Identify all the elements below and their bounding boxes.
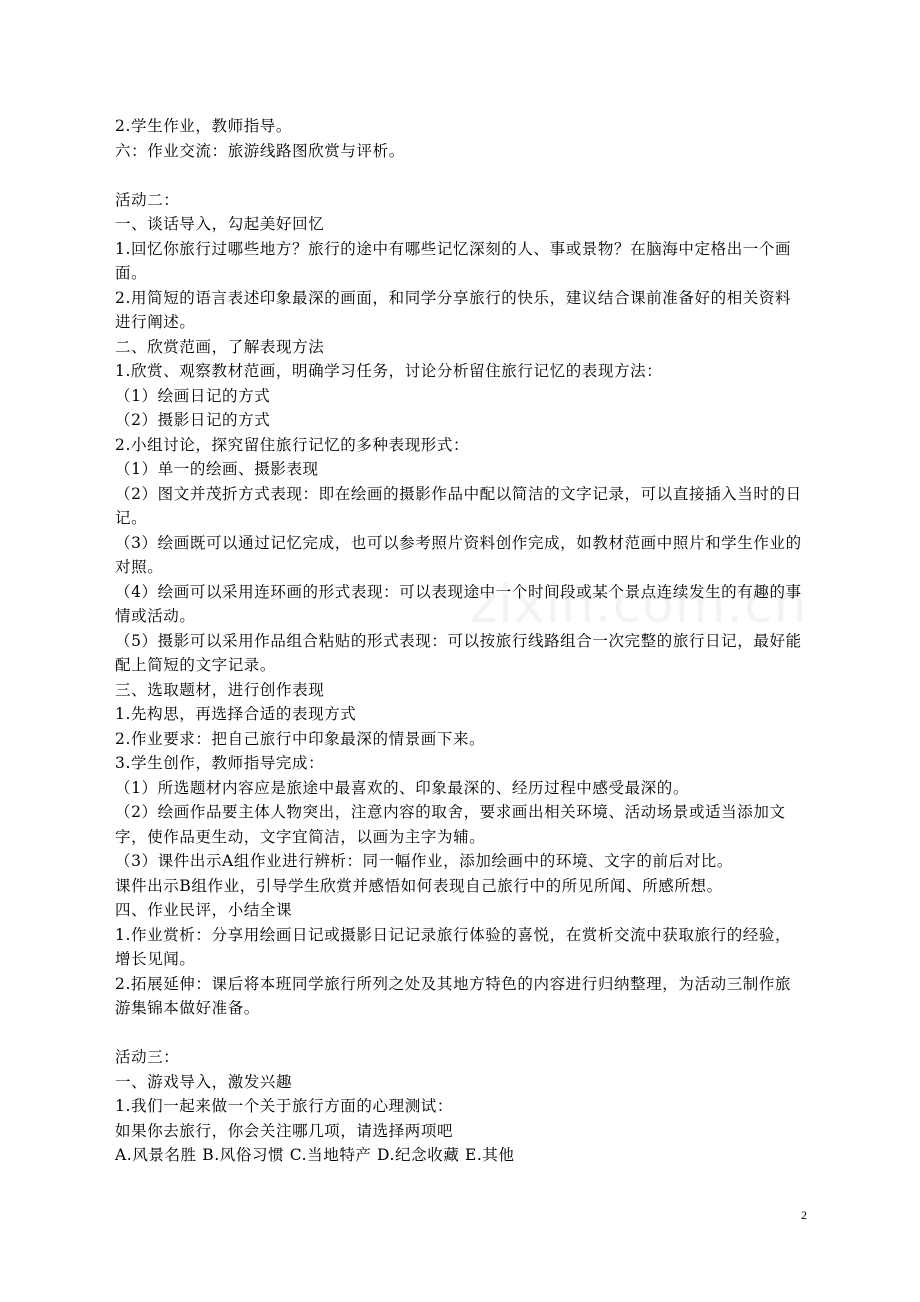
paragraph: A.风景名胜 B.风俗习惯 C.当地特产 D.纪念收藏 E.其他 [115, 1146, 515, 1164]
paragraph: 活动二： [115, 190, 180, 209]
paragraph: 1.先构思，再选择合适的表现方式 [115, 705, 357, 723]
paragraph: 2.用简短的语言表述印象最深的画面，和同学分享旅行的快乐，建议结合课前准备好的相关资料进行阐述。 [115, 288, 792, 331]
paragraph: 三、选取题材，进行创作表现 [115, 680, 325, 699]
paragraph: 一、谈话导入，勾起美好回忆 [115, 215, 325, 233]
paragraph: （3）绘画既可以通过记忆完成，也可以参考照片资料创作完成，如教材范画中照片和学生作业的对照。 [115, 533, 802, 576]
paragraph: 2.作业要求：把自己旅行中印象最深的情景画下来。 [115, 729, 486, 748]
paragraph: 六：作业交流：旅游线路图欣赏与评析。 [115, 141, 405, 160]
paragraph: （3）课件出示A组作业进行辨析：同一幅作业，添加绘画中的环境、文字的前后对比。 [115, 852, 733, 870]
paragraph: 如果你去旅行，你会关注哪几项，请选择两项吧 [115, 1121, 454, 1140]
paragraph: 1.我们一起来做一个关于旅行方面的心理测试： [115, 1097, 453, 1115]
paragraph: 2.拓展延伸：课后将本班同学旅行所列之处及其地方特色的内容进行归纳整理，为活动三制作旅游集锦本做好准备。 [115, 974, 792, 1017]
paragraph: （5）摄影可以采用作品组合粘贴的形式表现：可以按旅行线路组合一次完整的旅行日记，最好能配上简短的文字记录。 [115, 631, 802, 674]
paragraph: 课件出示B组作业，引导学生欣赏并感悟如何表现自己旅行中的所见所闻、所感所想。 [115, 876, 723, 895]
paragraph: 1.回忆你旅行过哪些地方？旅行的途中有哪些记忆深刻的人、事或景物？在脑海中定格出一个画面。 [115, 239, 792, 282]
paragraph: （1）单一的绘画、摄影表现 [115, 460, 319, 478]
paragraph: 一、游戏导入，激发兴趣 [115, 1072, 293, 1091]
paragraph: （2）摄影日记的方式 [115, 411, 271, 429]
page-number: 2 [801, 1208, 807, 1222]
paragraph: 二、欣赏范画，了解表现方法 [115, 337, 325, 356]
document-body [115, 114, 805, 1168]
paragraph: （1）绘画日记的方式 [115, 386, 271, 405]
paragraph: 1.作业赏析：分享用绘画日记或摄影日记记录旅行体验的喜悦，在赏析交流中获取旅行的经验，增长见闻。 [115, 925, 792, 968]
paragraph: （2）绘画作品要主体人物突出，注意内容的取舍，要求画出相关环境、活动场景或适当添加文字，使作品更生动，文字宜简洁，以画为主字为辅。 [115, 803, 786, 846]
paragraph: 2.学生作业，教师指导。 [115, 117, 292, 135]
blank-line [115, 1021, 805, 1046]
blank-line [115, 163, 805, 188]
paragraph: （2）图文并茂折方式表现：即在绘画的摄影作品中配以简洁的文字记录，可以直接插入当时的日记。 [115, 484, 802, 527]
paragraph: 四、作业民评，小结全课 [115, 901, 293, 919]
paragraph: 活动三： [115, 1048, 180, 1066]
paragraph: （1）所选题材内容应是旅途中最喜欢的、印象最深的、经历过程中感受最深的。 [115, 778, 689, 797]
paragraph: 2.小组讨论，探究留住旅行记忆的多种表现形式： [115, 435, 470, 454]
paragraph: （4）绘画可以采用连环画的形式表现：可以表现途中一个时间段或某个景点连续发生的有趣的事情或活动。 [115, 582, 802, 625]
paragraph: 3.学生创作，教师指导完成： [115, 754, 325, 772]
paragraph: 1.欣赏、观察教材范画，明确学习任务，讨论分析留住旅行记忆的表现方法： [115, 362, 663, 380]
